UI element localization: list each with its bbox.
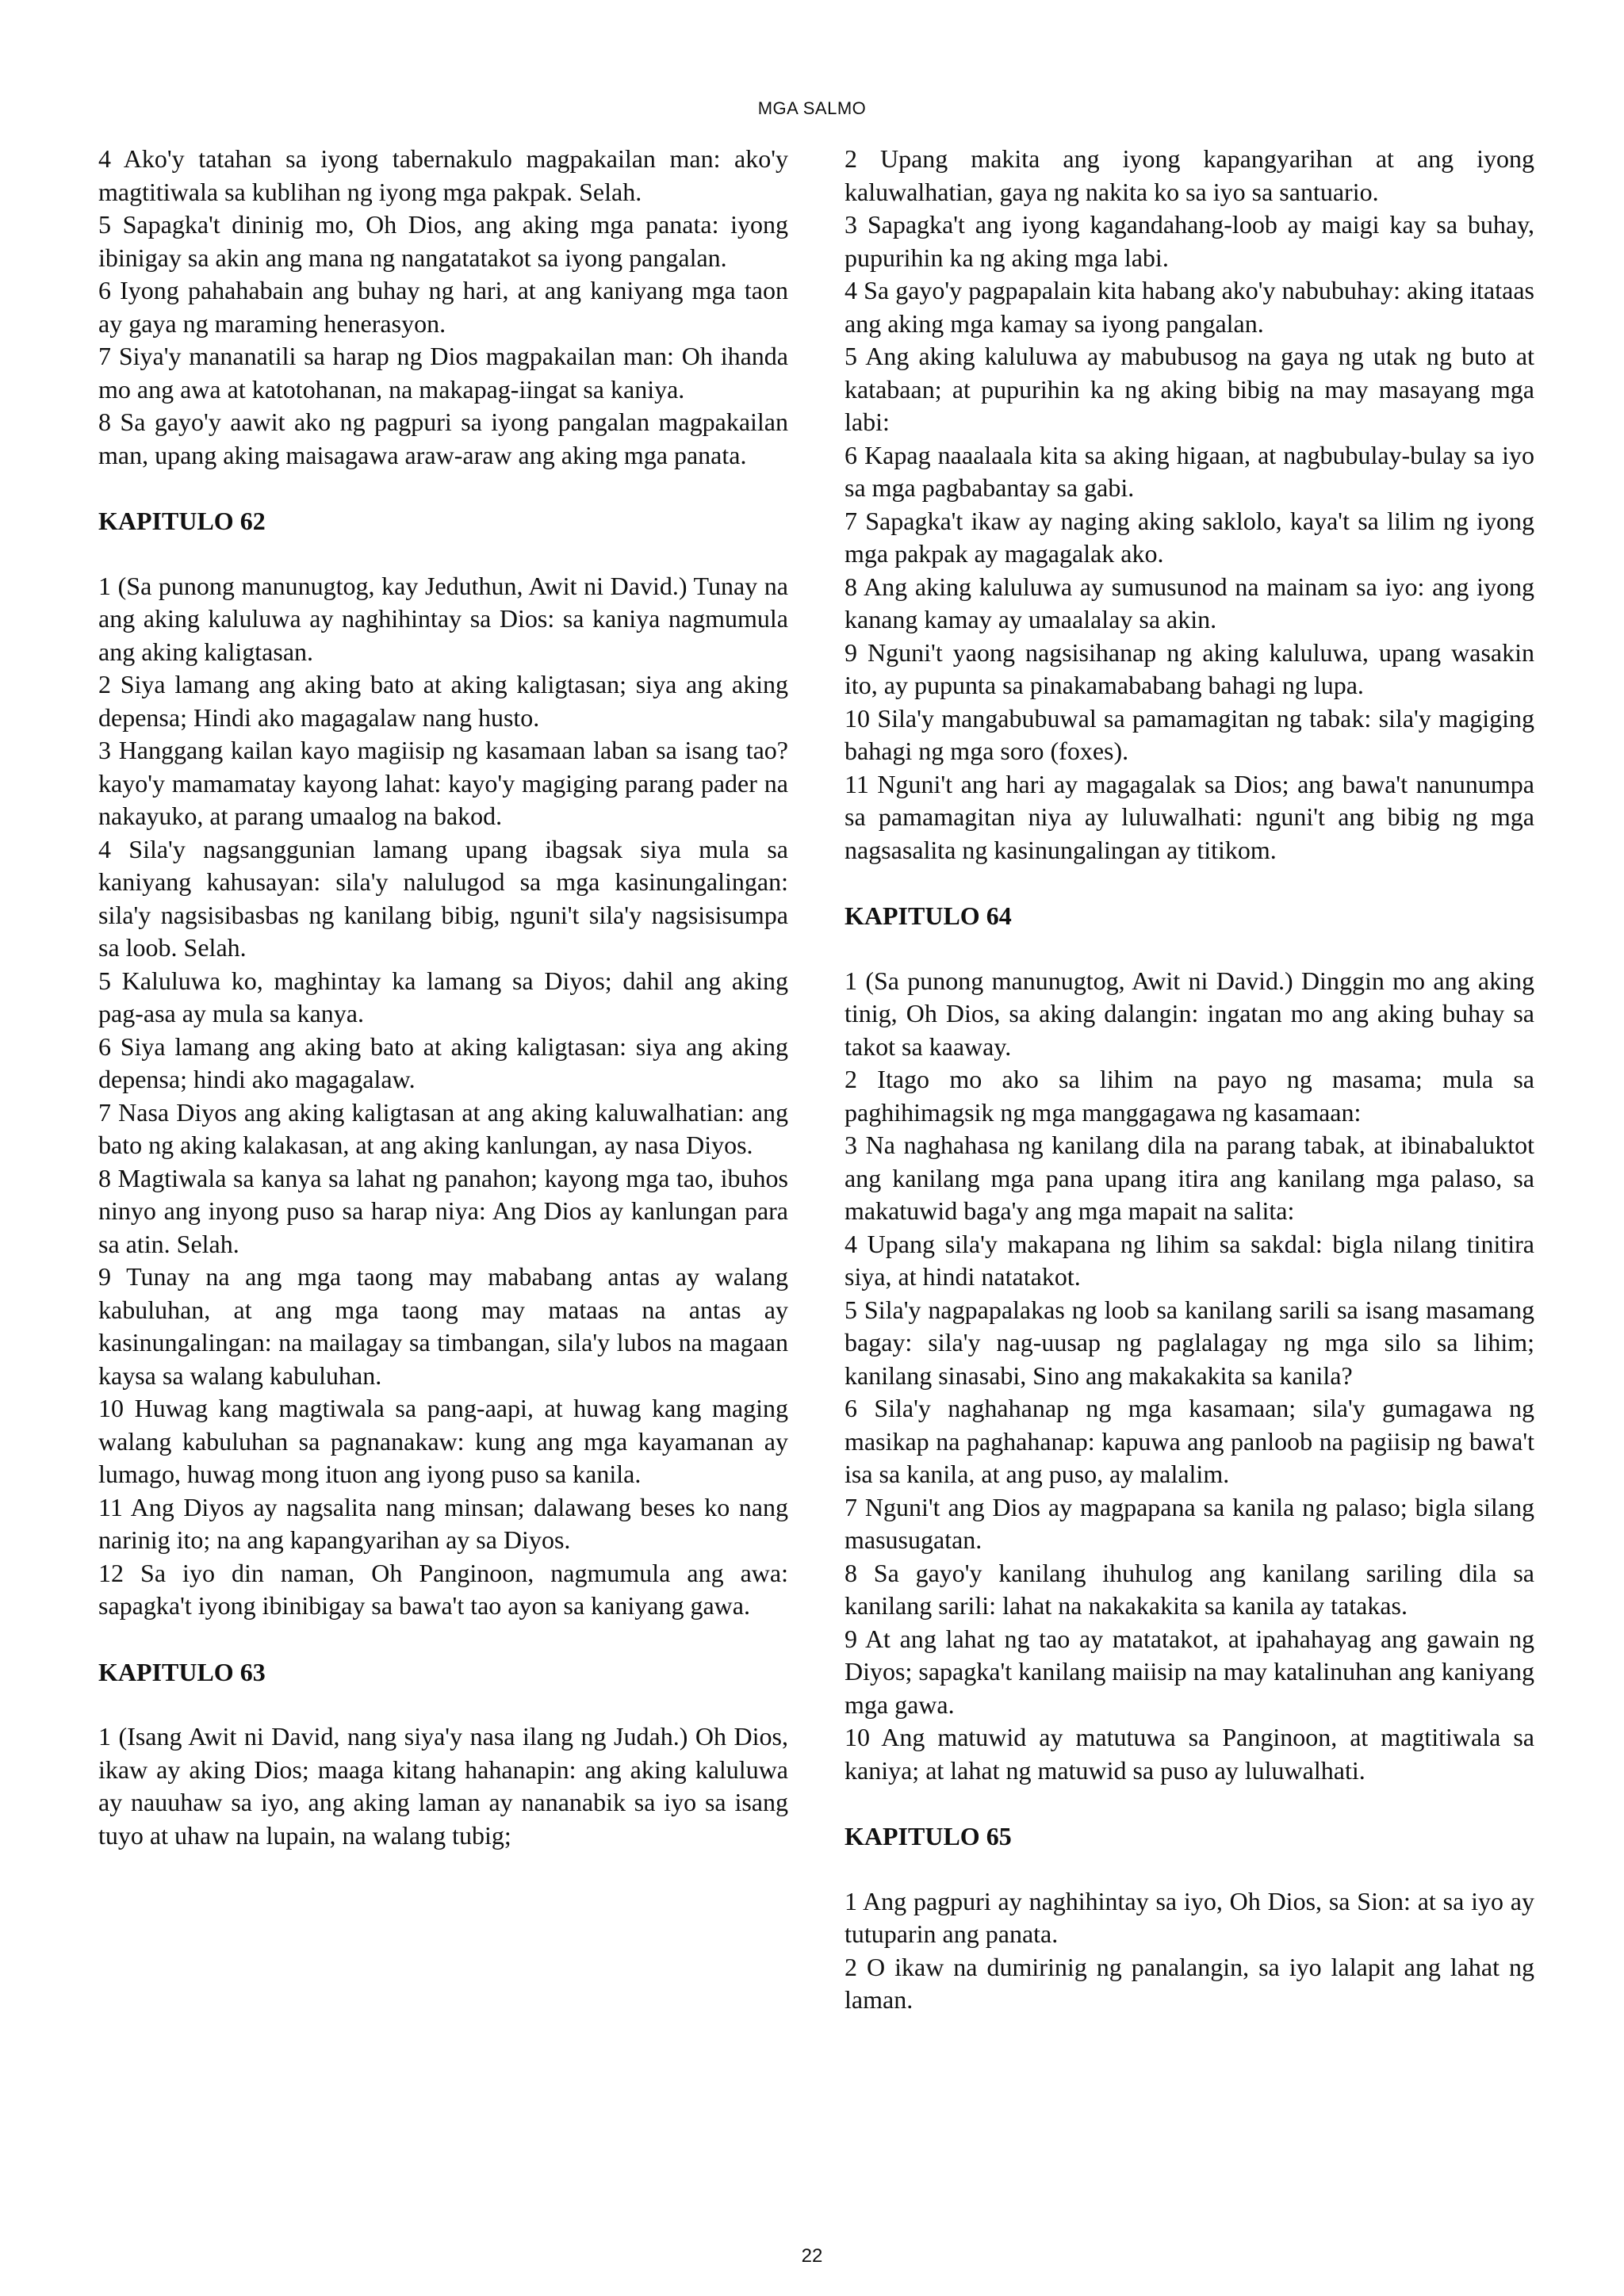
verse-paragraph: 1 (Sa punong manunugtog, Awit ni David.) Dinggin mo ang aking tinig, Oh Dios, sa aking dalangin: ingatan mo ang aking buhay sa takot sa kaaway. <box>845 966 1534 1061</box>
verse-paragraph: 11 Ang Diyos ay nagsalita nang minsan; dalawang beses ko nang narinig ito; na ang kapangyarihan ay sa Diyos. <box>98 1492 788 1554</box>
verse-paragraph: 3 Hanggang kailan kayo magiisip ng kasamaan laban sa isang tao? kayo'y mamamatay kayong lahat: kayo'y magiging parang pader na nakayuko, at parang umaalog na bakod. <box>98 736 788 830</box>
verse-paragraph: 10 Ang matuwid ay matutuwa sa Panginoon, at magtitiwala sa kaniya; at lahat ng matuwid sa puso ay luluwalhati. <box>845 1723 1534 1785</box>
left-column <box>98 143 788 1852</box>
verse-paragraph: 9 Nguni't yaong nagsisihanap ng aking kaluluwa, upang wasakin ito, ay pupunta sa pinakamababang bahagi ng lupa. <box>845 637 1534 699</box>
verse-paragraph: 2 O ikaw na dumirinig ng panalangin, sa iyo lalapit ang lahat ng laman. <box>845 1952 1534 2014</box>
verse-paragraph: 4 Upang sila'y makapana ng lihim sa sakdal: bigla nilang tinitira siya, at hindi natatakot. <box>845 1229 1534 1291</box>
verse-paragraph: 2 Upang makita ang iyong kapangyarihan at ang iyong kaluwalhatian, gaya ng nakita ko sa iyo sa santuario. <box>845 144 1534 206</box>
verse-paragraph: 11 Nguni't ang hari ay magagalak sa Dios; ang bawa't nanunumpa sa pamamagitan niya ay luluwalhati: nguni't ang bibig ng mga nagsasalita ng kasinungalingan ay titikom. <box>845 769 1534 864</box>
verse-paragraph: 9 Tunay na ang mga taong may mababang antas ay walang kabuluhan, at ang mga taong may mataas na antas ay kasinungalingan: na mailagay sa timbangan, sila'y lubos na magaan kaysa sa walang kabuluhan. <box>98 1262 788 1390</box>
verse-paragraph: 8 Magtiwala sa kanya sa lahat ng panahon; kayong mga tao, ibuhos ninyo ang inyong puso sa harap niya: Ang Dios ay kanlungan para sa atin. Selah. <box>98 1163 788 1258</box>
verse-paragraph: 7 Sapagka't ikaw ay naging aking saklolo, kaya't sa lilim ng iyong mga pakpak ay magagalak ako. <box>845 506 1534 568</box>
verse-paragraph: 5 Kaluluwa ko, maghintay ka lamang sa Diyos; dahil ang aking pag-asa ay mula sa kanya. <box>98 966 788 1027</box>
verse-paragraph: 10 Huwag kang magtiwala sa pang-aapi, at huwag kang maging walang kabuluhan sa pagnanakaw: kung ang mga kayamanan ay lumago, huwag mong ituon ang iyong puso sa kanila. <box>98 1394 788 1488</box>
verse-paragraph: 4 Sa gayo'y pagpapalain kita habang ako'y nabubuhay: aking itataas ang aking mga kamay sa iyong pangalan. <box>845 276 1534 338</box>
verse-paragraph: 1 (Isang Awit ni David, nang siya'y nasa ilang ng Judah.) Oh Dios, ikaw ay aking Dios; maaga kitang hahanapin: ang aking kaluluwa ay nauuhaw sa iyo, ang aking laman ay nananabik sa iyo sa isang tuyo at uhaw na lupain, na walang tubig; <box>98 1722 788 1850</box>
chapter-heading: KAPITULO 62 <box>98 507 266 535</box>
verse-paragraph: 1 (Sa punong manunugtog, kay Jeduthun, Awit ni David.) Tunay na ang aking kaluluwa ay naghihintay sa Dios: sa kaniya nagmumula ang aking kaligtasan. <box>98 571 788 666</box>
verse-paragraph: 5 Ang aking kaluluwa ay mabubusog na gaya ng utak ng buto at katabaan; at pupurihin ka ng aking bibig na may masayang mga labi: <box>845 342 1534 436</box>
verse-paragraph: 2 Siya lamang ang aking bato at aking kaligtasan; siya ang aking depensa; Hindi ako magagalaw nang husto. <box>98 670 788 732</box>
verse-paragraph: 3 Sapagka't ang iyong kagandahang-loob ay maigi kay sa buhay, pupurihin ka ng aking mga labi. <box>845 210 1534 272</box>
verse-paragraph: 5 Sila'y nagpapalakas ng loob sa kanilang sarili sa isang masamang bagay: sila'y nag-uusap ng paglalagay ng mga silo sa lihim; kanilang sinasabi, Sino ang makakakita sa kanila? <box>845 1295 1534 1390</box>
chapter-heading: KAPITULO 64 <box>845 901 1012 930</box>
verse-paragraph: 4 Sila'y nagsanggunian lamang upang ibagsak siya mula sa kaniyang kahusayan: sila'y nalulugod sa mga kasinungalingan: sila'y nagsisibasbas ng kanilang bibig, nguni't sila'y nagsisisumpa sa loob. Selah. <box>98 834 788 962</box>
chapter-heading: KAPITULO 63 <box>98 1657 266 1686</box>
verse-paragraph: 1 Ang pagpuri ay naghihintay sa iyo, Oh Dios, sa Sion: at sa iyo ay tutuparin ang panata. <box>845 1886 1534 1948</box>
verse-paragraph: 6 Iyong pahahabain ang buhay ng hari, at ang kaniyang mga taon ay gaya ng maraming henerasyon. <box>98 276 788 338</box>
verse-paragraph: 8 Sa gayo'y aawit ako ng pagpuri sa iyong pangalan magpakailan man, upang aking maisagawa araw-araw ang aking mga panata. <box>98 408 788 469</box>
running-head: MGA SALMO <box>757 98 867 118</box>
verse-paragraph: 6 Sila'y naghahanap ng mga kasamaan; sila'y gumagawa ng masikap na paghahanap: kapuwa ang panloob na pagiisip ng bawa't isa sa kanila, at ang puso, ay malalim. <box>845 1394 1534 1488</box>
verse-paragraph: 7 Siya'y mananatili sa harap ng Dios magpakailan man: Oh ihanda mo ang awa at katotohanan, na makapag-iingat sa kaniya. <box>98 342 788 404</box>
page-number: 22 <box>801 2245 823 2267</box>
verse-paragraph: 7 Nguni't ang Dios ay magpapana sa kanila ng palaso; bigla silang masusugatan. <box>845 1492 1534 1554</box>
verse-paragraph: 7 Nasa Diyos ang aking kaligtasan at ang aking kaluwalhatian: ang bato ng aking kalakasan, at ang aking kanlungan, ay nasa Diyos. <box>98 1097 788 1159</box>
verse-paragraph: 8 Ang aking kaluluwa ay sumusunod na mainam sa iyo: ang iyong kanang kamay ay umaalalay sa akin. <box>845 572 1534 633</box>
chapter-heading: KAPITULO 65 <box>845 1822 1012 1850</box>
verse-paragraph: 8 Sa gayo'y kanilang ihuhulog ang kanilang sariling dila sa kanilang sarili: lahat na nakakakita sa kanila ay tatakas. <box>845 1558 1534 1620</box>
verse-paragraph: 9 At ang lahat ng tao ay matatakot, at ipahahayag ang gawain ng Diyos; sapagka't kanilang maiisip na may katalinuhan ang kaniyang mga gawa. <box>845 1624 1534 1719</box>
verse-paragraph: 5 Sapagka't dininig mo, Oh Dios, ang aking mga panata: iyong ibinigay sa akin ang mana ng nangatatakot sa iyong pangalan. <box>98 210 788 272</box>
verse-paragraph: 10 Sila'y mangabubuwal sa pamamagitan ng tabak: sila'y magiging bahagi ng mga soro (foxes). <box>845 703 1534 765</box>
verse-paragraph: 12 Sa iyo din naman, Oh Panginoon, nagmumula ang awa: sapagka't iyong ibinibigay sa bawa't tao ayon sa kaniyang gawa. <box>98 1558 788 1620</box>
verse-paragraph: 3 Na naghahasa ng kanilang dila na parang tabak, at ibinabaluktot ang kanilang mga pana upang itira ang kanilang mga palaso, sa makatuwid baga'y ang mga mapait na salita: <box>845 1131 1534 1225</box>
verse-paragraph: 4 Ako'y tatahan sa iyong tabernakulo magpakailan man: ako'y magtitiwala sa kublihan ng iyong mga pakpak. Selah. <box>98 144 788 206</box>
right-column <box>845 143 1534 2017</box>
verse-paragraph: 6 Siya lamang ang aking bato at aking kaligtasan: siya ang aking depensa; hindi ako magagalaw. <box>98 1031 788 1093</box>
verse-paragraph: 6 Kapag naaalaala kita sa aking higaan, at nagbubulay-bulay sa iyo sa mga pagbabantay sa gabi. <box>845 440 1534 502</box>
verse-paragraph: 2 Itago mo ako sa lihim na payo ng masama; mula sa paghihimagsik ng mga manggagawa ng kasamaan: <box>845 1065 1534 1127</box>
